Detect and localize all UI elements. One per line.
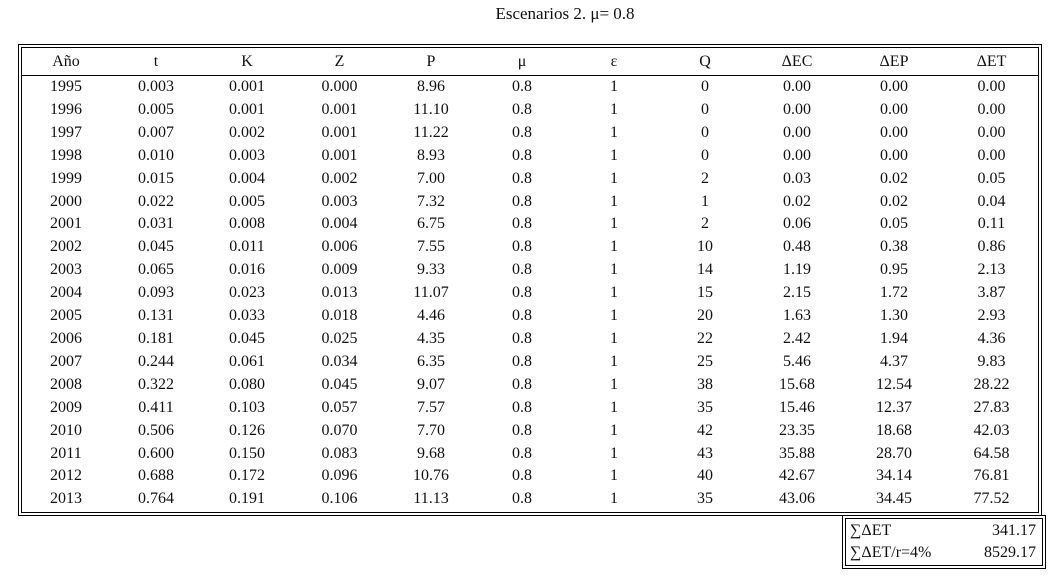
cell-k: 0.080 bbox=[229, 375, 265, 393]
cell-t: 0.322 bbox=[138, 375, 174, 393]
cell-z: 0.006 bbox=[321, 238, 358, 256]
cell-t: 0.093 bbox=[138, 284, 174, 302]
cell-delta-et: 77.52 bbox=[973, 490, 1010, 508]
cell-z: 0.002 bbox=[321, 169, 358, 187]
table-row bbox=[22, 351, 1038, 374]
cell-delta-et: 0.00 bbox=[977, 146, 1006, 164]
cell-t: 0.065 bbox=[138, 261, 174, 279]
cell-delta-et: 0.00 bbox=[977, 100, 1006, 118]
cell-delta-et: 4.36 bbox=[977, 329, 1006, 347]
cell-delta-ec: 0.48 bbox=[783, 238, 811, 256]
table-row bbox=[22, 488, 1038, 511]
header-k: K bbox=[241, 52, 253, 70]
cell-z: 0.004 bbox=[321, 215, 358, 233]
cell-year: 2004 bbox=[50, 284, 82, 302]
cell-k: 0.103 bbox=[229, 398, 265, 416]
table-row bbox=[22, 305, 1038, 328]
cell-delta-ep: 12.37 bbox=[876, 398, 912, 416]
table-row bbox=[22, 420, 1038, 443]
cell-mu: 0.8 bbox=[512, 78, 532, 95]
cell-delta-et: 76.81 bbox=[973, 467, 1010, 485]
cell-delta-ec: 35.88 bbox=[779, 444, 815, 462]
header-epsilon: ε bbox=[610, 52, 618, 70]
cell-year: 2010 bbox=[50, 421, 82, 439]
cell-epsilon: 1 bbox=[610, 238, 618, 256]
header-q: Q bbox=[699, 52, 711, 70]
header-t: t bbox=[153, 52, 159, 70]
cell-k: 0.033 bbox=[229, 307, 265, 325]
cell-delta-ec: 1.19 bbox=[783, 261, 811, 279]
cell-p: 9.07 bbox=[417, 375, 445, 393]
table-row bbox=[22, 328, 1038, 351]
cell-year: 2000 bbox=[50, 192, 82, 210]
cell-year: 1997 bbox=[50, 123, 82, 141]
cell-z: 0.001 bbox=[321, 100, 358, 118]
cell-delta-et: 0.86 bbox=[977, 238, 1006, 256]
cell-z: 0.025 bbox=[321, 329, 358, 347]
cell-epsilon: 1 bbox=[610, 467, 618, 485]
summary-value: 8529.17 bbox=[984, 544, 1036, 561]
cell-epsilon: 1 bbox=[610, 100, 618, 118]
cell-delta-et: 0.00 bbox=[977, 78, 1006, 95]
cell-mu: 0.8 bbox=[512, 261, 532, 279]
cell-q: 35 bbox=[697, 398, 713, 416]
cell-t: 0.015 bbox=[138, 169, 174, 187]
cell-q: 0 bbox=[701, 123, 709, 141]
table-header bbox=[22, 48, 1038, 76]
cell-z: 0.009 bbox=[321, 261, 358, 279]
cell-delta-ec: 0.00 bbox=[783, 123, 811, 141]
cell-z: 0.096 bbox=[321, 467, 358, 485]
cell-t: 0.045 bbox=[138, 238, 174, 256]
cell-year: 1998 bbox=[50, 146, 82, 164]
cell-delta-ep: 0.02 bbox=[880, 192, 908, 210]
cell-q: 20 bbox=[697, 307, 713, 325]
table-row bbox=[22, 397, 1038, 420]
cell-p: 6.75 bbox=[417, 215, 445, 233]
table-row bbox=[22, 99, 1038, 122]
cell-p: 6.35 bbox=[417, 352, 445, 370]
cell-epsilon: 1 bbox=[610, 421, 618, 439]
cell-mu: 0.8 bbox=[512, 329, 532, 347]
cell-year: 2011 bbox=[50, 444, 82, 462]
cell-epsilon: 1 bbox=[610, 192, 618, 210]
cell-epsilon: 1 bbox=[610, 490, 618, 508]
table-row bbox=[22, 145, 1038, 168]
cell-year: 1999 bbox=[50, 169, 82, 187]
cell-delta-et: 0.00 bbox=[977, 123, 1006, 141]
cell-delta-ec: 5.46 bbox=[783, 352, 811, 370]
cell-delta-ep: 0.95 bbox=[880, 261, 908, 279]
cell-epsilon: 1 bbox=[610, 169, 618, 187]
cell-epsilon: 1 bbox=[610, 78, 618, 95]
cell-p: 10.76 bbox=[413, 467, 449, 485]
cell-delta-ep: 0.00 bbox=[880, 78, 908, 95]
cell-z: 0.057 bbox=[321, 398, 358, 416]
header-p: P bbox=[426, 52, 436, 70]
cell-k: 0.023 bbox=[229, 284, 265, 302]
cell-mu: 0.8 bbox=[512, 375, 532, 393]
table-row bbox=[22, 168, 1038, 191]
cell-epsilon: 1 bbox=[610, 123, 618, 141]
cell-p: 8.96 bbox=[417, 78, 445, 95]
cell-p: 7.70 bbox=[417, 421, 445, 439]
cell-z: 0.045 bbox=[321, 375, 358, 393]
header-delta-et: ΔET bbox=[976, 52, 1007, 70]
cell-year: 2013 bbox=[50, 490, 82, 508]
summary-discounted-delta-et bbox=[848, 542, 1040, 564]
cell-year: 1995 bbox=[50, 78, 82, 95]
cell-q: 15 bbox=[697, 284, 713, 302]
cell-delta-ec: 42.67 bbox=[779, 467, 815, 485]
cell-epsilon: 1 bbox=[610, 261, 618, 279]
table-row bbox=[22, 282, 1038, 305]
cell-z: 0.070 bbox=[321, 421, 358, 439]
cell-delta-ep: 0.38 bbox=[880, 238, 908, 256]
cell-k: 0.061 bbox=[229, 352, 265, 370]
cell-k: 0.016 bbox=[229, 261, 265, 279]
cell-delta-et: 2.13 bbox=[977, 261, 1006, 279]
cell-delta-et: 27.83 bbox=[973, 398, 1010, 416]
cell-delta-et: 28.22 bbox=[973, 375, 1010, 393]
cell-delta-ec: 2.15 bbox=[783, 284, 811, 302]
cell-z: 0.001 bbox=[321, 123, 358, 141]
cell-k: 0.008 bbox=[229, 215, 265, 233]
cell-year: 2002 bbox=[50, 238, 82, 256]
cell-k: 0.126 bbox=[229, 421, 265, 439]
cell-delta-ec: 0.00 bbox=[783, 78, 811, 95]
cell-p: 11.13 bbox=[413, 490, 449, 508]
cell-epsilon: 1 bbox=[610, 307, 618, 325]
cell-delta-ec: 1.63 bbox=[783, 307, 811, 325]
table-row bbox=[22, 191, 1038, 214]
cell-p: 11.07 bbox=[413, 284, 449, 302]
cell-year: 2008 bbox=[50, 375, 82, 393]
cell-delta-ep: 1.72 bbox=[880, 284, 908, 302]
cell-epsilon: 1 bbox=[610, 284, 618, 302]
cell-mu: 0.8 bbox=[512, 467, 532, 485]
cell-year: 2009 bbox=[50, 398, 82, 416]
cell-t: 0.031 bbox=[138, 215, 174, 233]
cell-z: 0.018 bbox=[321, 307, 358, 325]
header-delta-ep: ΔEP bbox=[879, 52, 909, 70]
cell-q: 35 bbox=[697, 490, 713, 508]
table-row bbox=[22, 122, 1038, 145]
cell-t: 0.244 bbox=[138, 352, 174, 370]
cell-q: 22 bbox=[697, 329, 713, 347]
cell-delta-et: 2.93 bbox=[977, 307, 1006, 325]
cell-q: 43 bbox=[697, 444, 713, 462]
cell-z: 0.106 bbox=[321, 490, 358, 508]
cell-p: 9.33 bbox=[417, 261, 445, 279]
cell-k: 0.001 bbox=[229, 100, 265, 118]
cell-t: 0.022 bbox=[138, 192, 174, 210]
cell-t: 0.411 bbox=[138, 398, 174, 416]
table-row bbox=[22, 236, 1038, 259]
cell-delta-et: 3.87 bbox=[977, 284, 1006, 302]
cell-t: 0.007 bbox=[138, 123, 174, 141]
cell-mu: 0.8 bbox=[512, 352, 532, 370]
cell-delta-ep: 28.70 bbox=[876, 444, 912, 462]
cell-delta-ep: 1.94 bbox=[880, 329, 908, 347]
cell-q: 1 bbox=[701, 192, 709, 210]
summary-total-delta-et bbox=[848, 520, 1040, 542]
table-row bbox=[22, 374, 1038, 397]
cell-year: 2006 bbox=[50, 329, 82, 347]
cell-delta-ep: 0.00 bbox=[880, 100, 908, 118]
cell-delta-ep: 4.37 bbox=[880, 352, 908, 370]
cell-p: 7.55 bbox=[417, 238, 445, 256]
cell-k: 0.045 bbox=[229, 329, 265, 347]
header-z: Z bbox=[334, 52, 345, 70]
cell-epsilon: 1 bbox=[610, 215, 618, 233]
cell-delta-ep: 0.05 bbox=[880, 215, 908, 233]
cell-delta-ep: 34.45 bbox=[876, 490, 912, 508]
cell-delta-et: 0.11 bbox=[977, 215, 1006, 233]
cell-z: 0.034 bbox=[321, 352, 358, 370]
cell-t: 0.131 bbox=[138, 307, 174, 325]
cell-year: 2012 bbox=[50, 467, 82, 485]
cell-q: 0 bbox=[701, 78, 709, 95]
cell-t: 0.010 bbox=[138, 146, 174, 164]
cell-q: 0 bbox=[701, 100, 709, 118]
cell-mu: 0.8 bbox=[512, 215, 532, 233]
cell-delta-ec: 0.06 bbox=[783, 215, 811, 233]
cell-k: 0.191 bbox=[229, 490, 265, 508]
cell-mu: 0.8 bbox=[512, 238, 532, 256]
cell-mu: 0.8 bbox=[512, 192, 532, 210]
cell-delta-ec: 0.00 bbox=[783, 146, 811, 164]
cell-z: 0.001 bbox=[321, 146, 358, 164]
cell-delta-ec: 15.46 bbox=[779, 398, 815, 416]
cell-q: 14 bbox=[697, 261, 713, 279]
cell-epsilon: 1 bbox=[610, 444, 618, 462]
cell-k: 0.003 bbox=[229, 146, 265, 164]
cell-delta-ep: 0.00 bbox=[880, 123, 908, 141]
cell-q: 40 bbox=[697, 467, 713, 485]
cell-delta-ep: 12.54 bbox=[876, 375, 912, 393]
cell-p: 9.68 bbox=[417, 444, 445, 462]
cell-z: 0.000 bbox=[321, 78, 358, 95]
cell-mu: 0.8 bbox=[512, 284, 532, 302]
cell-q: 25 bbox=[697, 352, 713, 370]
cell-p: 11.22 bbox=[413, 123, 449, 141]
cell-delta-ec: 43.06 bbox=[779, 490, 815, 508]
summary-label: ∑ΔET/r=4% bbox=[850, 544, 932, 561]
cell-z: 0.003 bbox=[321, 192, 358, 210]
cell-q: 2 bbox=[701, 169, 709, 187]
cell-mu: 0.8 bbox=[512, 398, 532, 416]
cell-t: 0.005 bbox=[138, 100, 174, 118]
cell-k: 0.004 bbox=[229, 169, 265, 187]
table-row bbox=[22, 213, 1038, 236]
table-row bbox=[22, 76, 1038, 99]
cell-q: 38 bbox=[697, 375, 713, 393]
cell-k: 0.001 bbox=[229, 78, 265, 95]
cell-delta-ep: 34.14 bbox=[876, 467, 912, 485]
cell-delta-et: 64.58 bbox=[973, 444, 1010, 462]
cell-delta-ep: 0.00 bbox=[880, 146, 908, 164]
table-row bbox=[22, 259, 1038, 282]
cell-t: 0.764 bbox=[138, 490, 174, 508]
page-title: Escenarios 2. μ= 0.8 bbox=[495, 4, 635, 23]
cell-delta-et: 0.04 bbox=[977, 192, 1006, 210]
cell-t: 0.600 bbox=[138, 444, 174, 462]
cell-delta-ec: 15.68 bbox=[779, 375, 815, 393]
cell-mu: 0.8 bbox=[512, 146, 532, 164]
cell-mu: 0.8 bbox=[512, 100, 532, 118]
header-mu: μ bbox=[517, 52, 527, 70]
cell-q: 0 bbox=[701, 146, 709, 164]
cell-year: 2003 bbox=[50, 261, 82, 279]
cell-t: 0.003 bbox=[138, 78, 174, 95]
table-body bbox=[22, 76, 1038, 512]
cell-epsilon: 1 bbox=[610, 375, 618, 393]
header-delta-ec: ΔEC bbox=[781, 52, 813, 70]
cell-z: 0.013 bbox=[321, 284, 358, 302]
cell-t: 0.181 bbox=[138, 329, 174, 347]
cell-k: 0.005 bbox=[229, 192, 265, 210]
cell-z: 0.083 bbox=[321, 444, 358, 462]
cell-k: 0.172 bbox=[229, 467, 265, 485]
cell-delta-ec: 23.35 bbox=[779, 421, 815, 439]
cell-delta-ep: 1.30 bbox=[880, 307, 908, 325]
cell-epsilon: 1 bbox=[610, 398, 618, 416]
scenario-table bbox=[22, 48, 1038, 511]
cell-delta-ep: 0.02 bbox=[880, 169, 908, 187]
cell-mu: 0.8 bbox=[512, 123, 532, 141]
cell-delta-ep: 18.68 bbox=[876, 421, 912, 439]
table-row bbox=[22, 443, 1038, 466]
cell-mu: 0.8 bbox=[512, 421, 532, 439]
summary-table bbox=[848, 520, 1040, 564]
cell-year: 1996 bbox=[50, 100, 82, 118]
cell-delta-ec: 0.00 bbox=[783, 100, 811, 118]
cell-q: 10 bbox=[697, 238, 713, 256]
cell-p: 8.93 bbox=[417, 146, 445, 164]
cell-t: 0.688 bbox=[138, 467, 174, 485]
cell-p: 7.32 bbox=[417, 192, 445, 210]
cell-delta-et: 9.83 bbox=[977, 352, 1006, 370]
cell-q: 42 bbox=[697, 421, 713, 439]
summary-value: 341.17 bbox=[992, 522, 1036, 539]
cell-delta-ec: 0.03 bbox=[783, 169, 811, 187]
cell-year: 2007 bbox=[50, 352, 82, 370]
cell-k: 0.002 bbox=[229, 123, 265, 141]
cell-epsilon: 1 bbox=[610, 352, 618, 370]
cell-q: 2 bbox=[701, 215, 709, 233]
cell-year: 2001 bbox=[50, 215, 82, 233]
cell-delta-et: 0.05 bbox=[977, 169, 1006, 187]
cell-t: 0.506 bbox=[138, 421, 174, 439]
cell-mu: 0.8 bbox=[512, 490, 532, 508]
cell-k: 0.011 bbox=[229, 238, 265, 256]
cell-delta-ec: 2.42 bbox=[783, 329, 811, 347]
cell-mu: 0.8 bbox=[512, 444, 532, 462]
cell-epsilon: 1 bbox=[610, 146, 618, 164]
cell-p: 4.46 bbox=[417, 307, 445, 325]
cell-mu: 0.8 bbox=[512, 307, 532, 325]
cell-mu: 0.8 bbox=[512, 169, 532, 187]
cell-p: 7.00 bbox=[417, 169, 445, 187]
cell-year: 2005 bbox=[50, 307, 82, 325]
cell-p: 4.35 bbox=[417, 329, 445, 347]
summary-label: ∑ΔET bbox=[850, 522, 892, 539]
cell-delta-ec: 0.02 bbox=[783, 192, 811, 210]
header-year: Año bbox=[52, 52, 80, 70]
cell-p: 7.57 bbox=[417, 398, 445, 416]
cell-delta-et: 42.03 bbox=[973, 421, 1010, 439]
table-row bbox=[22, 465, 1038, 488]
cell-p: 11.10 bbox=[413, 100, 449, 118]
cell-k: 0.150 bbox=[229, 444, 265, 462]
cell-epsilon: 1 bbox=[610, 329, 618, 347]
